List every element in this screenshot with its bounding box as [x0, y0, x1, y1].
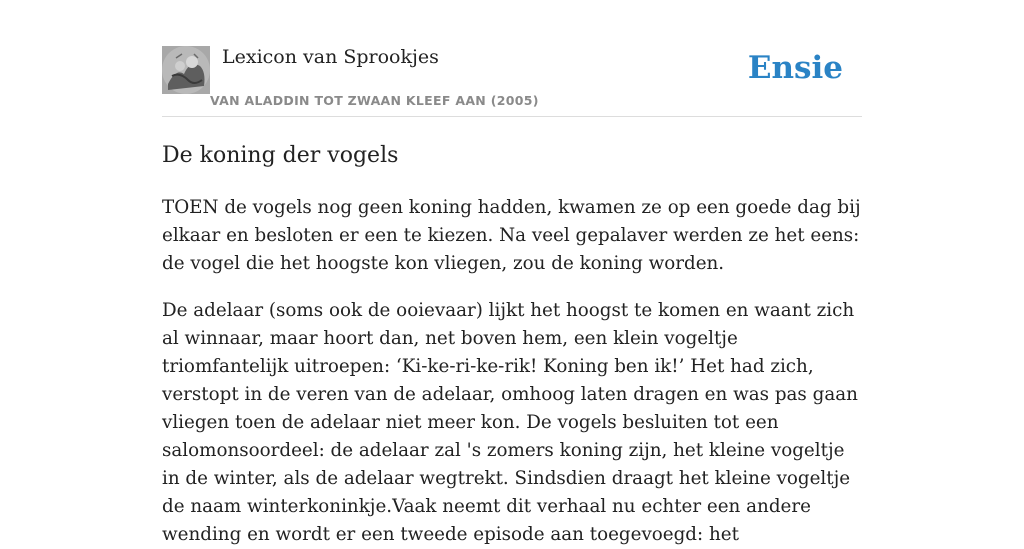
site-title[interactable]: Lexicon van Sprookjes: [222, 46, 439, 68]
avatar[interactable]: [162, 46, 210, 94]
page-container: [162, 0, 862, 549]
brand-logo[interactable]: Ensie: [747, 50, 843, 86]
illustration-icon: [162, 46, 210, 94]
site-subtitle: VAN ALADDIN TOT ZWAAN KLEEF AAN (2005): [210, 93, 539, 108]
article-paragraph: TOEN de vogels nog geen koning hadden, kwamen ze op een goede dag bij elkaar en besloten er een te kiezen. Na veel gepalaver werden ze het eens: de vogel die het hoogste kon vliegen, zou de koning worden.: [162, 197, 861, 274]
article-title: De koning der vogels: [162, 143, 399, 168]
header: [162, 0, 862, 117]
article-paragraph: De adelaar (soms ook de ooievaar) lijkt het hoogst te komen en waant zich al winnaar, maar hoort dan, net boven hem, een klein vogeltje triomfantelijk uitroepen: ‘Ki-ke-ri-ke-rik! Koning ben ik!’ Het had zich, verstopt in de veren van de adelaar, omhoog laten dragen en was pas gaan vliegen toen de adelaar niet meer kon. De vogels besluiten tot een salomonsoordeel: de adelaar zal 's zomers koning zijn, het kleine vogeltje in de winter, als de adelaar wegtrekt. Sindsdien draagt het kleine vogeltje de naam winterkoninkje.Vaak neemt dit verhaal nu echter een andere wending en wordt er een tweede episode aan toegevoegd: het: [162, 300, 858, 545]
